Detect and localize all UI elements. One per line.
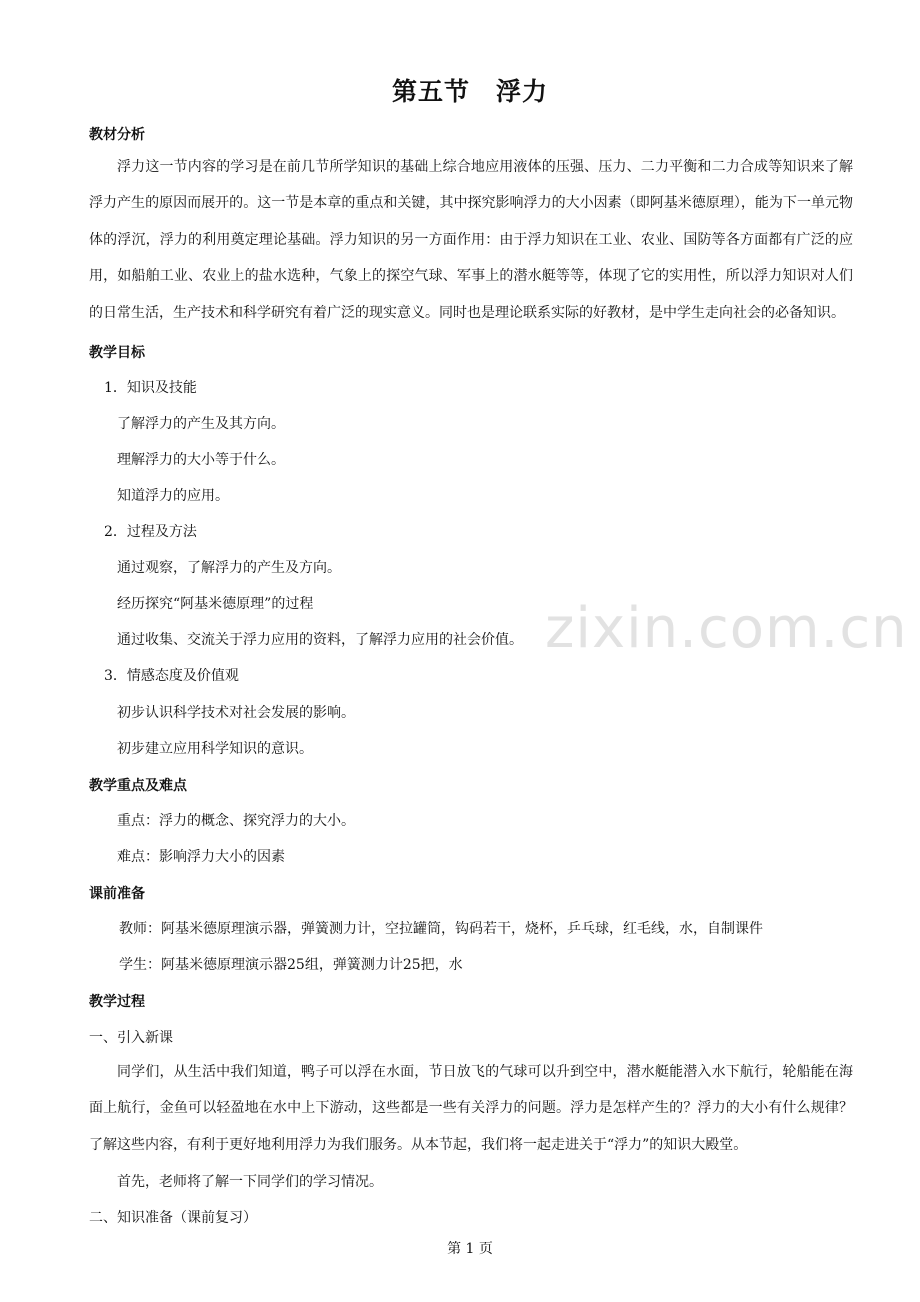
goal-group-label: 2．过程及方法 <box>104 524 197 540</box>
key-point-item: 重点：浮力的概念、探究浮力的大小。 <box>117 813 355 829</box>
goal-item: 理解浮力的大小等于什么。 <box>117 452 285 468</box>
process-line: 首先，老师将了解一下同学们的学习情况。 <box>117 1174 383 1190</box>
page-number: 第 1 页 <box>447 1241 493 1257</box>
heading-key-points: 教学重点及难点 <box>89 778 187 794</box>
watermark: zixin.com.cn <box>545 596 908 661</box>
process-step: 一、引入新课 <box>89 1030 173 1046</box>
goal-item: 了解浮力的产生及其方向。 <box>117 416 285 432</box>
goal-item: 经历探究“阿基米德原理”的过程 <box>117 596 314 612</box>
goal-group-label: 1．知识及技能 <box>104 380 197 396</box>
page-title: 第五节 浮力 <box>391 77 548 106</box>
goal-item: 通过观察，了解浮力的产生及方向。 <box>117 560 341 576</box>
goal-item: 初步建立应用科学知识的意识。 <box>117 741 313 757</box>
goal-item: 知道浮力的应用。 <box>117 488 229 504</box>
heading-preparation: 课前准备 <box>89 886 145 902</box>
goal-group-label: 3．情感态度及价值观 <box>104 668 239 684</box>
heading-goals: 教学目标 <box>89 345 145 361</box>
process-step: 二、知识准备（课前复习） <box>89 1210 257 1226</box>
heading-analysis: 教材分析 <box>89 127 145 143</box>
process-paragraph: 同学们，从生活中我们知道，鸭子可以浮在水面，节日放飞的气球可以升到空中，潜水艇能潜入水下航行，轮船能在海面上航行，金鱼可以轻盈地在水中上下游动，这些都是一些有关浮力的问题。浮力是怎样产生的？浮力的大小有什么规律？了解这些内容，有利于更好地利用浮力为我们服务。从本节起，我们将一起走进关于“浮力”的知识大殿堂。 <box>89 1064 853 1153</box>
heading-process: 教学过程 <box>89 994 145 1010</box>
preparation-item: 教师：阿基米德原理演示器，弹簧测力计，空拉罐筒，钩码若干，烧杯，乒乓球，红毛线，水，自制课件 <box>119 921 763 937</box>
analysis-paragraph: 浮力这一节内容的学习是在前几节所学知识的基础上综合地应用液体的压强、压力、二力平衡和二力合成等知识来了解浮力产生的原因而展开的。这一节是本章的重点和关键，其中探究影响浮力的大小因素（即阿基米德原理），能为下一单元物体的浮沉，浮力的利用奠定理论基础。浮力知识的另一方面作用：由于浮力知识在工业、农业、国防等各方面都有广泛的应用，如船舶工业、农业上的盐水选种，气象上的探空气球、军事上的潜水艇等等，体现了它的实用性，所以浮力知识对人们的日常生活，生产技术和科学研究有着广泛的现实意义。同时也是理论联系实际的好教材，是中学生走向社会的必备知识。 <box>89 159 853 321</box>
key-point-item: 难点：影响浮力大小的因素 <box>117 849 285 865</box>
goal-item: 初步认识科学技术对社会发展的影响。 <box>117 705 355 721</box>
goal-item: 通过收集、交流关于浮力应用的资料，了解浮力应用的社会价值。 <box>117 632 523 648</box>
preparation-item: 学生：阿基米德原理演示器25组，弹簧测力计25把，水 <box>119 957 463 973</box>
